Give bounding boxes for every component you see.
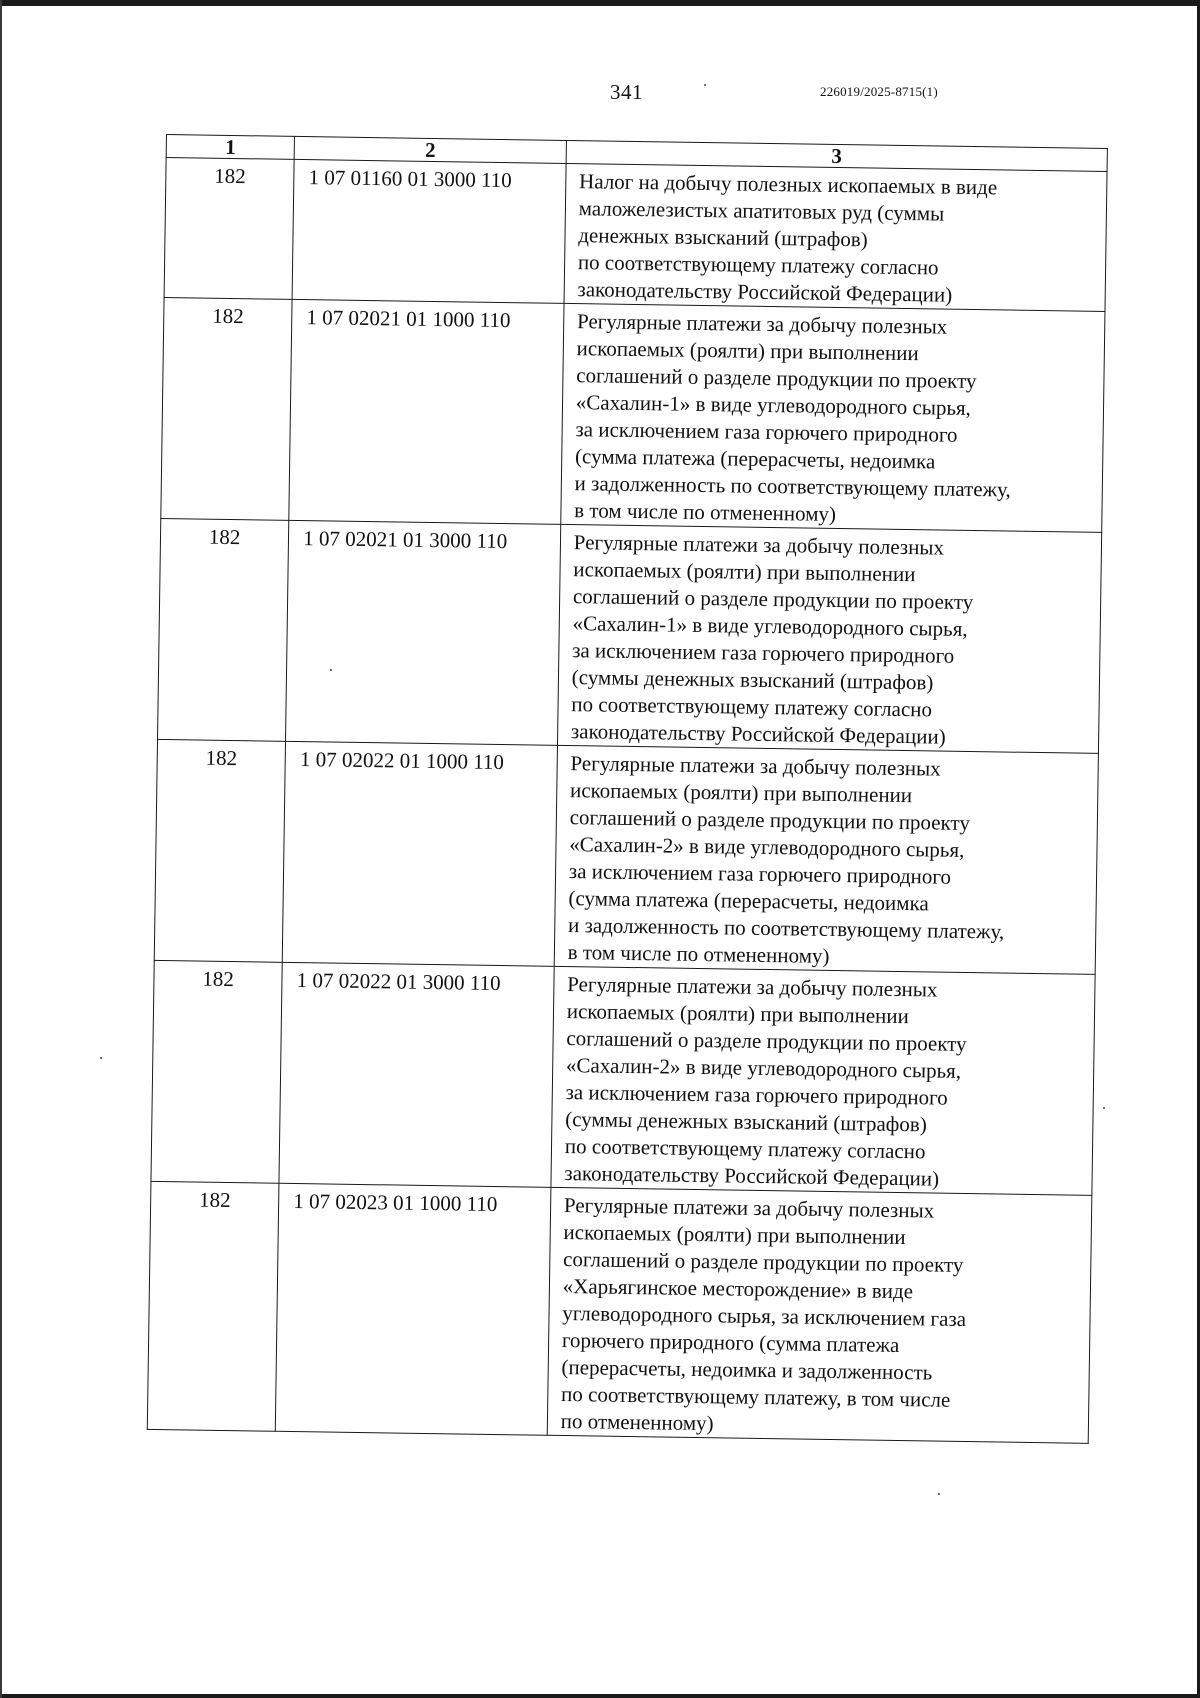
admin-code-cell: 182 bbox=[164, 158, 294, 300]
description-cell: Регулярные платежи за добычу полезных ископаемых (роялти) при выполнении соглашений о разделе продукции по проекту «Сахалин-1» в виде углеводородного сырья, за исключением газа горючего природного (суммы денежных взысканий (штрафов) по соответствующему платежу согласно законодательству Российской Федерации) bbox=[557, 524, 1101, 753]
scan-border-bottom bbox=[0, 1694, 1200, 1698]
admin-code-cell: 182 bbox=[154, 739, 285, 962]
scan-border-left bbox=[0, 0, 2, 1698]
description-cell: Регулярные платежи за добычу полезных ископаемых (роялти) при выполнении соглашений о разделе продукции по проекту «Сахалин-2» в виде углеводородного сырья, за исключением газа горючего природного (суммы денежных взысканий (штрафов) по соответствующему платежу согласно законодательству Российской Федерации) bbox=[551, 966, 1095, 1195]
scan-speck bbox=[1103, 1107, 1105, 1109]
scan-border-top bbox=[0, 0, 1200, 6]
description-cell: Регулярные платежи за добычу полезных ископаемых (роялти) при выполнении соглашений о разделе продукции по проекту «Харьягинское месторождение» в виде углеводородного сырья, за исключением газа горючего природного (сумма платежа (перерасчеты, недоимка и задолженность по соответствующему платежу, в том числе по отмененному) bbox=[547, 1187, 1092, 1443]
admin-code-cell: 182 bbox=[151, 960, 282, 1183]
scan-speck bbox=[100, 1057, 102, 1059]
page-number: 341 bbox=[610, 80, 643, 104]
table-row bbox=[147, 1181, 1092, 1443]
table-row bbox=[151, 960, 1095, 1195]
column-header-1: 1 bbox=[166, 135, 295, 160]
scan-speck bbox=[330, 669, 332, 671]
description-cell: Налог на добычу полезных ископаемых в виде маложелезистых апатитовых руд (суммы денежных взысканий (штрафов) по соответствующему платежу согласно законодательству Российской Федерации) bbox=[564, 163, 1107, 311]
budget-code-cell: 1 07 02023 01 1000 110 bbox=[275, 1183, 550, 1435]
table-row bbox=[164, 158, 1107, 312]
table-row bbox=[154, 739, 1098, 974]
budget-code-cell: 1 07 02021 01 1000 110 bbox=[289, 299, 564, 524]
budget-code-cell: 1 07 02022 01 3000 110 bbox=[279, 962, 554, 1187]
scan-speck bbox=[704, 84, 706, 86]
budget-code-cell: 1 07 02022 01 1000 110 bbox=[282, 741, 557, 966]
admin-code-cell: 182 bbox=[158, 518, 289, 741]
description-cell: Регулярные платежи за добычу полезных ископаемых (роялти) при выполнении соглашений о разделе продукции по проекту «Сахалин-1» в виде углеводородного сырья, за исключением газа горючего природного (сумма платежа (перерасчеты, недоимка и задолженность по соответствующему платежу, в том числе по отмененному) bbox=[561, 303, 1105, 532]
admin-code-cell: 182 bbox=[161, 297, 292, 520]
scan-speck bbox=[938, 1493, 940, 1495]
budget-codes-table bbox=[147, 134, 1108, 1444]
table-row bbox=[161, 297, 1105, 532]
column-header-2: 2 bbox=[294, 136, 566, 163]
table-row bbox=[158, 518, 1102, 753]
admin-code-cell: 182 bbox=[147, 1181, 279, 1431]
budget-code-cell: 1 07 01160 01 3000 110 bbox=[292, 159, 566, 303]
document-id: 226019/2025-8715(1) bbox=[820, 84, 938, 99]
column-header-3: 3 bbox=[566, 140, 1108, 171]
budget-code-cell: 1 07 02021 01 3000 110 bbox=[286, 520, 561, 745]
description-cell: Регулярные платежи за добычу полезных ископаемых (роялти) при выполнении соглашений о разделе продукции по проекту «Сахалин-2» в виде углеводородного сырья, за исключением газа горючего природного (сумма платежа (перерасчеты, недоимка и задолженность по соответствующему платежу, в том числе по отмененному) bbox=[554, 745, 1098, 974]
